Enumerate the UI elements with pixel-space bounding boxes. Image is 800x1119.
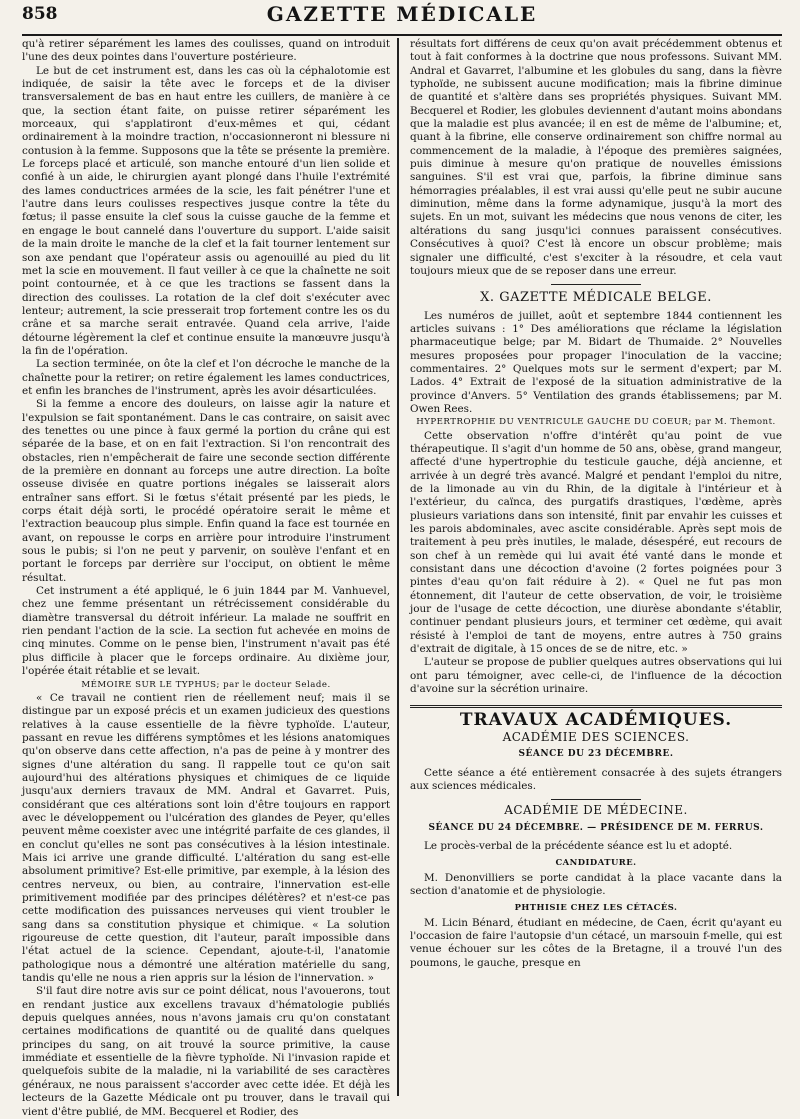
paragraph: Si la femme a encore des douleurs, on laisse agir la nature et l'expulsion se fait spontanément. Dans le cas contraire, on saisit avec des tenettes ou une pince à faux germé la portion du crâne qui est séparée de la base, et on en fait l'extraction. Si l'on rencontrait des obstacles, rien n'empêcherait de faire une seconde section différente de la première en donnant au forceps une autre direction. La boîte osseuse divisée en quatre portions inégales se laisserait alors entraîner sans effort. Si le fœtus s'était présenté par les pieds, le corps était déjà sorti, le procédé opératoire serait le même et l'extraction beaucoup plus simple. Enfin quand la face est tournée en avant, on repousse le corps en arrière pour introduire l'instrument sous le pubis; si l'on ne peut y parvenir, on soulève l'enfant et en portant le forceps par derrière sur l'occiput, on obtient le même résultat.	[22, 398, 390, 584]
typhus-heading: MÉMOIRE SUR LE TYPHUS; par le docteur Selade.	[81, 679, 331, 690]
medecine-seance: SÉANCE DU 24 DÉCEMBRE. — PRÉSIDENCE DE M. FERRUS.	[428, 822, 764, 833]
column-rule	[397, 38, 399, 1096]
paragraph: M. Denonvilliers se porte candidat à la place vacante dans la section d'anatomie et de physiologie.	[410, 871, 782, 897]
belge-heading: X. GAZETTE MÉDICALE BELGE.	[480, 290, 712, 306]
paragraph: Le but de cet instrument est, dans les cas où la céphalotomie est indiquée, de saisir la tête avec le forceps et de la diviser transversalement de bas en haut entre les cuillers, de manière à ce que, la section étant faite, on puisse retirer séparément les morceaux, qui s'applatiront d'eux-mêmes et qui, cédant ordinairement à la moindre traction, n'occasionneront ni blessure ni contusion à la femme. Supposons que la tête se présente la première. Le forceps placé et articulé, son manche entouré d'un lien solide et confié à un aide, le chirurgien ayant plongé dans l'huile l'extrémité des lames conductrices armées de la scie, les fait pénétrer l'une et l'autre dans leurs coulisses respectives jusque contre la tête du fœtus; il passe ensuite la clef sous la cuisse gauche de la femme et en engage le bout cannelé dans l'ouverture du support. L'aide saisit de la main droite le manche de la clef et la fait tourner lentement sur son axe pendant que l'opérateur assis ou agenouillé au pied du lit met la scie en mouvement. Il faut veiller à ce que la chaînette ne soit point contournée, et à ce que les tractions se fassent dans la direction des coulisses. La rotation de la clef doit s'exécuter avec lenteur; autrement, la scie presserait trop fortement contre les os du crâne et sa marche serait entravée. Quand cela arrive, l'aide détourne légèrement la clef et continue ensuite la manœuvre jusqu'à la fin de l'opération.	[22, 64, 390, 357]
paragraph: M. Licin Bénard, étudiant en médecine, de Caen, écrit qu'ayant eu l'occasion de faire l'autopsie d'un cétacé, un marsouin f-melle, qui est venue échouer sur les côtes de la Bretagne, il a trouvé l'un des poumons, le gauche, presque en	[410, 916, 782, 969]
sciences-heading: ACADÉMIE DES SCIENCES.	[502, 729, 690, 744]
columns	[22, 38, 782, 1118]
phthisie-heading: PHTHISIE CHEZ LES CÉTACÉS.	[514, 902, 678, 913]
paragraph: « Ce travail ne contient rien de réellement neuf; mais il se distingue par un exposé précis et un examen judicieux des questions relatives à la cause essentielle de la fièvre typhoïde. L'auteur, passant en revue les différens symptômes et les lésions anatomiques qu'on observe dans cette affection, n'a pas de peine à y montrer des signes d'une altération du sang. Il rappelle tout ce qu'on sait aujourd'hui des altérations physiques et chimiques de ce liquide jusqu'aux derniers travaux de MM. Andral et Gavarret. Puis, considérant que ces altérations sont loin d'être toujours en rapport avec le développement ou l'ulcération des glandes de Peyer, qu'elles peuvent même coexister avec une intégrité parfaite de ces glandes, il en conclut qu'elles ne sont pas consécutives à la lésion intestinale. Mais ici arrive une grande difficulté. L'altération du sang est-elle absolument primitive? Est-elle primitive, par exemple, à la lésion des centres nerveux, ou bien, au contraire, l'innervation est-elle primitivement modifiée par des principes délétères? et n'est-ce pas cette modification des puissances nerveuses qui vient troubler le sang dans sa constitution physique et chimique. « La solution rigoureuse de cette question, dit l'auteur, paraît impossible dans l'état actuel de la science. Cependant, ajoute-t-il, l'anatomie pathologique nous a démontré une altération matérielle du sang, tandis qu'elle ne nous a rien appris sur la lésion de l'innervation. »	[22, 691, 390, 985]
paragraph: Les numéros de juillet, août et septembre 1844 contiennent les articles suivans : 1° Des améliorations que réclame la législation pharmaceutique belge; par M. Bidart de Thumaide. 2° Nouvelles mesures proposées pour propager l'inoculation de la vaccine; commentaires. 2° Quelques mots sur le serment d'expert; par M. Lados. 4° Extrait de l'exposé de la situation administrative de la province d'Anvers. 5° Ventilation des grands établissemens; par M. Owen Rees.	[410, 309, 782, 415]
sciences-seance: SÉANCE DU 23 DÉCEMBRE.	[518, 749, 674, 760]
paragraph: S'il faut dire notre avis sur ce point délicat, nous l'avouerons, tout en rendant justice aux excellens travaux d'hématologie publiés depuis quelques années, nous n'avons jamais cru qu'on constatant certaines modifications de quantité ou de qualité dans quelques principes du sang, on ait trouvé la source primitive, la cause immédiate et essentielle de la fièvre typhoïde. Ni l'invasion rapide et quelquefois subite de la maladie, ni la variabilité de ses caractères généraux, ne nous paraissent s'accorder avec cette idée. Et déjà les lecteurs de la Gazette Médicale ont pu trouver, dans le travail qui vient d'être publié, de MM. Becquerel et Rodier, des	[22, 985, 390, 1118]
paragraph: résultats fort différens de ceux qu'on avait précédemment obtenus et tout à fait conformes à la doctrine que nous professons. Suivant MM. Andral et Gavarret, l'albumine et les globules du sang, dans la fièvre typhoïde, ne subissent aucune modification; mais la fibrine diminue de quantité et s'altère dans ses propriétés physiques. Suivant MM. Becquerel et Rodier, les globules deviennent d'autant moins abondans que la maladie est plus avancée; il en est de même de l'albumine; et, quant à la fibrine, elle conserve ordinairement son chiffre normal au commencement de la maladie, à l'époque des premières saignées, puis diminue à mesure qu'on pratique de nouvelles émissions sanguines. S'il est vrai que, parfois, la fibrine diminue sans hémorragies préalables, il est vrai aussi qu'elle peut ne subir aucune diminution, même dans la forme adynamique, jusqu'à la mort des sujets. En un mot, suivant les médecins que nous venons de citer, les altérations du sang jusqu'ici connues paraissent consécutives. Consécutives à quoi? C'est là encore un obscur problème; mais signaler une difficulté, c'est s'exciter à la résoudre, et cela vaut toujours mieux que de se reposer dans une erreur.	[410, 38, 782, 277]
journal-title: GAZETTE MÉDICALE	[266, 2, 538, 26]
right-column	[405, 38, 782, 1096]
page-number: 858	[22, 4, 58, 24]
divider	[551, 799, 641, 800]
travaux-title: TRAVAUX ACADÉMIQUES.	[459, 709, 733, 730]
masthead	[22, 0, 782, 36]
paragraph: Le procès-verbal de la précédente séance est lu et adopté.	[424, 839, 733, 852]
hypertrophie-heading: HYPERTROPHIE DU VENTRICULE GAUCHE DU COEUR; par M. Themont.	[416, 417, 776, 428]
paragraph: L'auteur se propose de publier quelques autres observations qui lui ont paru témoigner, avec celle-ci, de l'influence de la décoction d'avoine sur la sécrétion urinaire.	[410, 656, 782, 696]
paragraph: Cet instrument a été appliqué, le 6 juin 1844 par M. Vanhuevel, chez une femme présentant un rétrécissement considérable du diamètre transversal du détroit inférieur. La malade ne souffrit en rien pendant l'action de la scie. La section fut achevée en moins de cinq minutes. Comme on le pense bien, l'instrument n'avait pas été plus difficile à placer que le forceps ordinaire. Au dixième jour, l'opérée était rétablie et se levait.	[22, 585, 390, 678]
divider	[551, 284, 641, 285]
paragraph: La section terminée, on ôte la clef et l'on décroche le manche de la chaînette pour la retirer; on retire également les lames conductrices, et enfin les branches de l'instrument, après les avoir désarticulées.	[22, 358, 390, 397]
medecine-heading: ACADÉMIE DE MÉDECINE.	[504, 803, 688, 818]
paragraph: qu'à retirer séparément les lames des coulisses, quand on introduit l'une des deux pointes dans l'ouverture postérieure.	[22, 38, 390, 64]
paragraph: Cette séance a été entièrement consacrée à des sujets étrangers aux sciences médicales.	[410, 766, 782, 792]
candidature-heading: CANDIDATURE.	[555, 857, 637, 868]
paragraph: Cette observation n'offre d'intérêt qu'au point de vue thérapeutique. Il s'agit d'un homme de 50 ans, obèse, grand mangeur, affecté d'une hypertrophie du testicule gauche, déjà ancienne, et arrivée à un degré très avancé. Malgré et pendant l'emploi du nitre, de la limonade au vin du Rhin, de la digitale à l'intérieur et à l'extérieur, du caïnca, des purgatifs drastiques, l'œdème, après plusieurs variations dans son intensité, finit par envahir les cuisses et les parois abdominales, avec ascite considérable. Après sept mois de traitement à peu près inutiles, le malade, désespéré, eut recours de son chef à un remède qui lui avait été vanté dans le monde et consistant dans une décoction d'avoine (2 fortes poignées pour 3 pintes d'eau qu'on fait réduire à 2). « Quel ne fut pas mon étonnement, dit l'auteur de cette observation, de voir, le troisième jour de l'usage de cette décoction, une diurèse abondante s'établir, continuer pendant plusieurs jours, et terminer cet œdème, qui avait résisté à l'emploi de tant de moyens, entre autres à 750 grains d'extrait de digitale, à 15 onces de se de nitre, etc. »	[410, 429, 782, 656]
section-divider	[410, 705, 782, 708]
left-column	[22, 38, 397, 1118]
